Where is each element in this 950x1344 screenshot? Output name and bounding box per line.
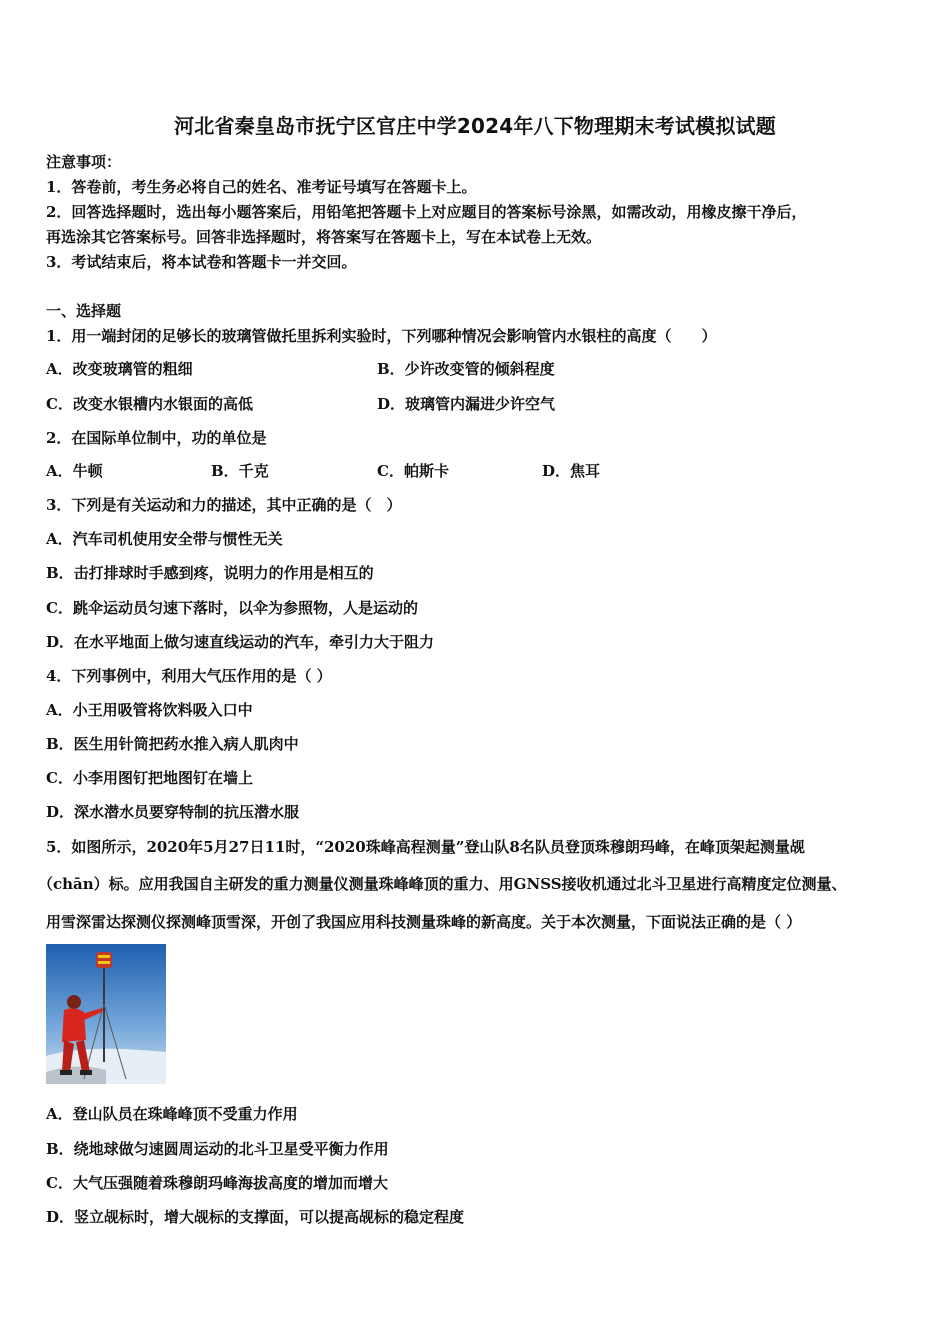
question-1-stem: 1．用一端封闭的足够长的玻璃管做托里拆利实验时，下列哪种情况会影响管内水银柱的高度（ ） [46, 327, 717, 345]
notice-heading: 注意事项： [46, 153, 122, 171]
question-2-option-d: D．焦耳 [542, 462, 601, 480]
question-5-stem-line: 用雪深雷达探测仪探测峰顶雪深，开创了我国应用科技测量珠峰的新高度。关于本次测量，下面说法正确的是（ ） [46, 913, 802, 931]
page-title: 河北省秦皇岛市抚宁区官庄中学2024年八下物理期末考试模拟试题 [174, 114, 776, 138]
question-5-option-c: C．大气压强随着珠穆朗玛峰海拔高度的增加而增大 [46, 1174, 388, 1192]
question-3-option-c: C．跳伞运动员匀速下落时，以伞为参照物，人是运动的 [46, 599, 418, 617]
question-5-stem-line: （chān）标。应用我国自主研发的重力测量仪测量珠峰峰顶的重力、用GNSS接收机通过北斗卫星进行高精度定位测量、 [38, 875, 847, 893]
question-5-option-a: A．登山队员在珠峰峰顶不受重力作用 [46, 1105, 298, 1123]
notice-item: 2．回答选择题时，选出每小题答案后，用铅笔把答题卡上对应题目的答案标号涂黑，如需改动，用橡皮擦干净后， [46, 203, 807, 221]
question-2-option-a: A．牛顿 [46, 462, 103, 480]
summit-survey-photo [46, 944, 166, 1084]
question-5-stem-line: 5．如图所示，2020年5月27日11时，“2020珠峰高程测量”登山队8名队员登顶珠穆朗玛峰，在峰顶架起测量觇 [46, 838, 805, 856]
question-3-stem: 3．下列是有关运动和力的描述，其中正确的是（ ） [46, 496, 402, 514]
question-4-option-b: B．医生用针筒把药水推入病人肌肉中 [46, 735, 299, 753]
question-1-option-a: A．改变玻璃管的粗细 [46, 360, 193, 378]
question-4-option-c: C．小李用图钉把地图钉在墙上 [46, 769, 253, 787]
question-4-option-d: D．深水潜水员要穿特制的抗压潜水服 [46, 803, 300, 821]
notice-item: 1．答卷前，考生务必将自己的姓名、准考证号填写在答题卡上。 [46, 178, 477, 196]
question-3-option-a: A．汽车司机使用安全带与惯性无关 [46, 530, 283, 548]
question-1-option-d: D．玻璃管内漏进少许空气 [377, 395, 556, 413]
question-4-option-a: A．小王用吸管将饮料吸入口中 [46, 701, 253, 719]
question-4-stem: 4．下列事例中，利用大气压作用的是（ ） [46, 667, 332, 685]
question-2-stem: 2．在国际单位制中，功的单位是 [46, 429, 267, 447]
question-2-option-b: B．千克 [211, 462, 269, 480]
question-1-option-b: B．少许改变管的倾斜程度 [377, 360, 555, 378]
question-1-option-c: C．改变水银槽内水银面的高低 [46, 395, 253, 413]
notice-item: 再选涂其它答案标号。回答非选择题时，将答案写在答题卡上，写在本试卷上无效。 [46, 228, 602, 246]
question-2-option-c: C．帕斯卡 [377, 462, 449, 480]
notice-item: 3．考试结束后，将本试卷和答题卡一并交回。 [46, 253, 357, 271]
question-3-option-b: B．击打排球时手感到疼，说明力的作用是相互的 [46, 564, 374, 582]
question-5-option-d: D．竖立觇标时，增大觇标的支撑面，可以提高觇标的稳定程度 [46, 1208, 465, 1226]
section-heading: 一、选择题 [46, 302, 122, 320]
question-5-option-b: B．绕地球做匀速圆周运动的北斗卫星受平衡力作用 [46, 1140, 389, 1158]
question-3-option-d: D．在水平地面上做匀速直线运动的汽车，牵引力大于阻力 [46, 633, 435, 651]
summit-survey-illustration [46, 944, 166, 1084]
